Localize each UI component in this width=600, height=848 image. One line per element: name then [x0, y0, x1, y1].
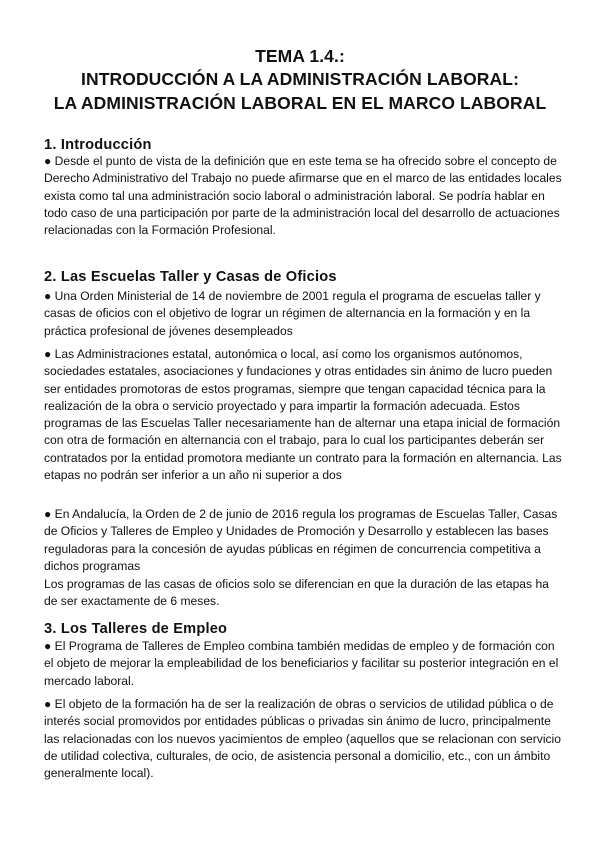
paragraph: ● Las Administraciones estatal, autonómica o local, así como los organismos autónomos, sociedades estatales, asociaciones y fundaciones y otras entidades sin ánimo de lucro pueden ser entidades promotoras de estos programas, siempre que tengan capacidad técnica para la realización de la obra o servicio proyectado y para impartir la formación adecuada. Estos programas de las Escuelas Taller necesariamente han de alternar una etapa inicial de formación con otra de formación en alternancia con el trabajo, para lo cual los participantes deberán ser contratados por la entidad promotora mediante un contrato para la formación en alternancia. Las etapas no podrán ser inferior a un año ni superior a dos [44, 347, 562, 482]
document-title-line-1: TEMA 1.4.: [255, 46, 345, 66]
paragraph: ● El objeto de la formación ha de ser la realización de obras o servicios de utilidad pública o de interés social promovidos por entidades públicas o privadas sin ánimo de lucro, principalmente las relacionadas con los nuevos yacimientos de empleo (aquellos que se relacionan con servicio de utilidad colectiva, culturales, de ocio, de asistencia personal a domicilio, etc., con un ámbito generalmente local). [44, 697, 561, 780]
section-heading-escuelas-taller: 2. Las Escuelas Taller y Casas de Oficios [44, 269, 337, 285]
paragraph: ● En Andalucía, la Orden de 2 de junio de 2016 regula los programas de Escuelas Taller, Casas de Oficios y Talleres de Empleo y Unidades de Promoción y Desarrollo y establecen las bases reguladoras para la concesión de ayudas públicas en régimen de concurrencia competitiva a dichos programas [44, 507, 558, 573]
paragraph: Los programas de las casas de oficios solo se diferencian en que la duración de las etapas ha de ser exactamente de 6 meses. [44, 577, 549, 609]
paragraph: ● Desde el punto de vista de la definición que en este tema se ha ofrecido sobre el concepto de Derecho Administrativo del Trabajo no puede afirmarse que en el marco de las entidades locales exista como tal una administración socio laboral o administración laboral. Se podría hablar en todo caso de una participación por parte de la administración local del desarrollo de actuaciones relacionadas con la Formación Profesional. [44, 154, 562, 237]
section-heading-introduccion: 1. Introducción [44, 137, 152, 153]
section-heading-talleres-empleo: 3. Los Talleres de Empleo [44, 621, 228, 637]
paragraph: ● Una Orden Ministerial de 14 de noviembre de 2001 regula el programa de escuelas taller y casas de oficios con el objetivo de lograr un régimen de alternancia en la formación y en la práctica profesional de jóvenes desempleados [44, 289, 541, 338]
document-title-line-2: INTRODUCCIÓN A LA ADMINISTRACIÓN LABORAL: [81, 69, 519, 89]
paragraph: ● El Programa de Talleres de Empleo combina también medidas de empleo y de formación con el objeto de mejorar la empleabilidad de los beneficiarios y facilitar su posterior integración en el mercado laboral. [44, 639, 559, 688]
document-title-line-3: LA ADMINISTRACIÓN LABORAL EN EL MARCO LABORAL [53, 93, 547, 113]
